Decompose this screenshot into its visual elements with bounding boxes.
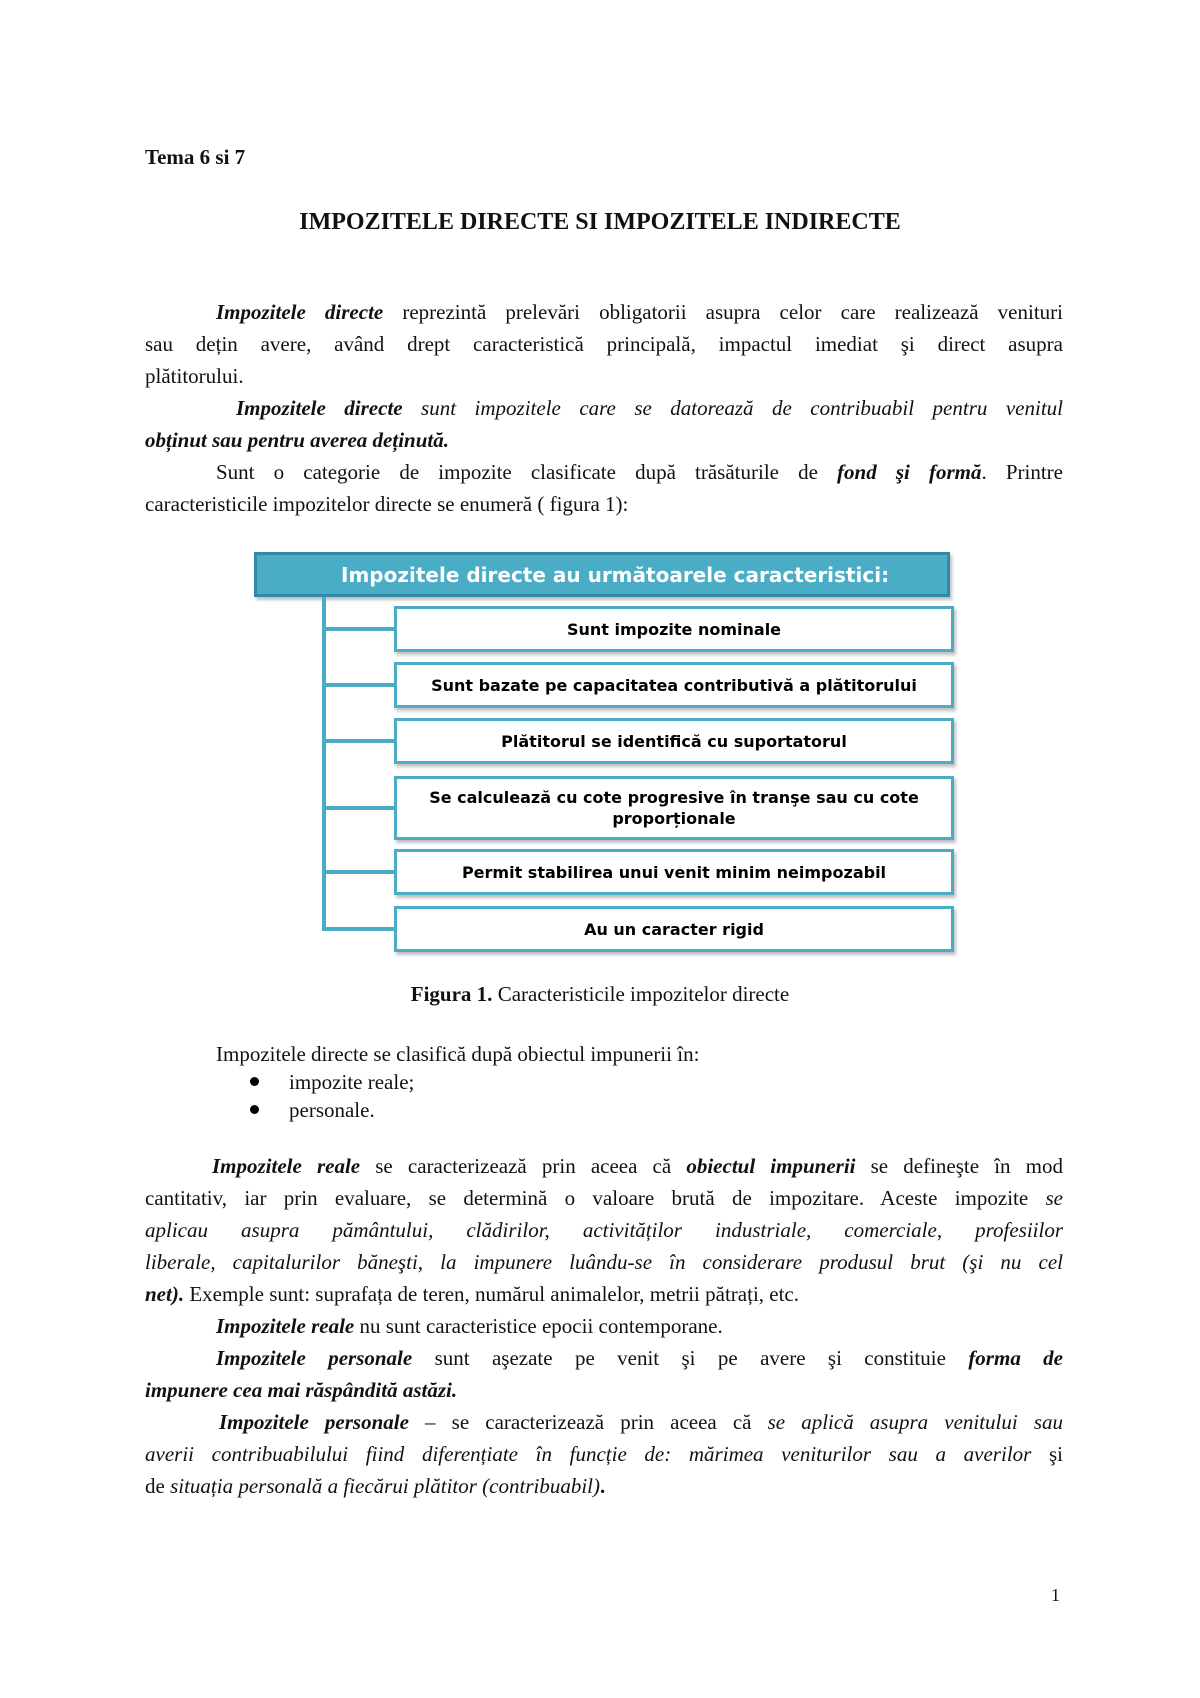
bullet-icon (250, 1105, 259, 1114)
paragraph-6-line-1: Impozitele personale sunt aşezate pe venit şi pe avere şi constituie forma de (216, 1346, 1064, 1370)
paragraph-6-line-2: impunere cea mai răspândită astăzi. (145, 1378, 458, 1402)
paragraph-3-line-1: Sunt o categorie de impozite clasificate după trăsăturile de fond şi formă. Printre (216, 460, 1063, 484)
list-item: impozite reale; (289, 1070, 415, 1094)
diagram-connector (322, 806, 394, 810)
diagram-header: Impozitele directe au următoarele caracteristici: (254, 552, 950, 597)
diagram-box: Permit stabilirea unui venit minim neimpozabil (394, 849, 954, 895)
paragraph-1-line-3: plătitorului. (145, 364, 244, 388)
diagram-connector (322, 739, 394, 743)
diagram-connector (322, 683, 394, 687)
paragraph-2-line-1: Impozitele directe sunt impozitele care se datorează de contribuabil pentru venitul (236, 396, 1063, 420)
diagram-connector (322, 870, 394, 874)
paragraph-4-line-1: Impozitele reale se caracterizează prin aceea că obiectul impunerii se defineşte în mod (212, 1154, 1063, 1178)
paragraph-1-line-2: sau dețin avere, având drept caracteristică principală, impactul imediat şi direct asupra (145, 332, 1063, 356)
diagram-connector-vertical (322, 597, 326, 931)
diagram-box: Sunt impozite nominale (394, 606, 954, 652)
paragraph-4-line-5: net). Exemple sunt: suprafața de teren, numărul animalelor, metrii pătrați, etc. (145, 1282, 800, 1306)
diagram-box: Plătitorul se identifică cu suportatorul (394, 718, 954, 764)
paragraph-4-line-2: cantitativ, iar prin evaluare, se determină o valoare brută de impozitare. Aceste impozite se (145, 1186, 1063, 1210)
page-number: 1 (1051, 1585, 1060, 1605)
paragraph-5: Impozitele reale nu sunt caracteristice epocii contemporane. (216, 1314, 723, 1338)
paragraph-1-line-1: Impozitele directe reprezintă prelevări obligatorii asupra celor care realizează venituri (216, 300, 1063, 324)
topic-heading: Tema 6 si 7 (145, 145, 246, 169)
diagram-box: Sunt bazate pe capacitatea contributivă a plătitorului (394, 662, 954, 708)
diagram-box: Se calculează cu cote progresive în tranşe sau cu cote proporționale (394, 776, 954, 840)
paragraph-2-line-2: obținut sau pentru averea deținută. (145, 428, 449, 452)
list-item: personale. (289, 1098, 375, 1122)
page-title: IMPOZITELE DIRECTE SI IMPOZITELE INDIRECTE (299, 209, 901, 235)
diagram-box: Au un caracter rigid (394, 906, 954, 952)
diagram-connector (322, 927, 394, 931)
paragraph-3-line-2: caracteristicile impozitelor directe se enumeră ( figura 1): (145, 492, 629, 516)
paragraph-7-line-1: Impozitele personale – se caracterizează prin aceea că se aplică asupra venitului sau (219, 1410, 1064, 1434)
paragraph-7-line-2: averii contribuabilului fiind diferențiate în funcție de: mărimea veniturilor sau a averilor şi (145, 1442, 1063, 1466)
paragraph-7-line-3: de situația personală a fiecărui plătitor (contribuabil). (145, 1474, 606, 1498)
bullet-icon (250, 1077, 259, 1086)
diagram-connector (322, 627, 394, 631)
figure-caption: Figura 1. Caracteristicile impozitelor directe (410, 982, 790, 1006)
paragraph-4-line-3: aplicau asupra pământului, clădirilor, activităților industriale, comerciale, profesiilor (145, 1218, 1063, 1242)
classification-intro: Impozitele directe se clasifică după obiectul impunerii în: (216, 1042, 700, 1066)
paragraph-4-line-4: liberale, capitalurilor băneşti, la impunere luându-se în considerare produsul brut (şi nu cel (145, 1250, 1063, 1274)
